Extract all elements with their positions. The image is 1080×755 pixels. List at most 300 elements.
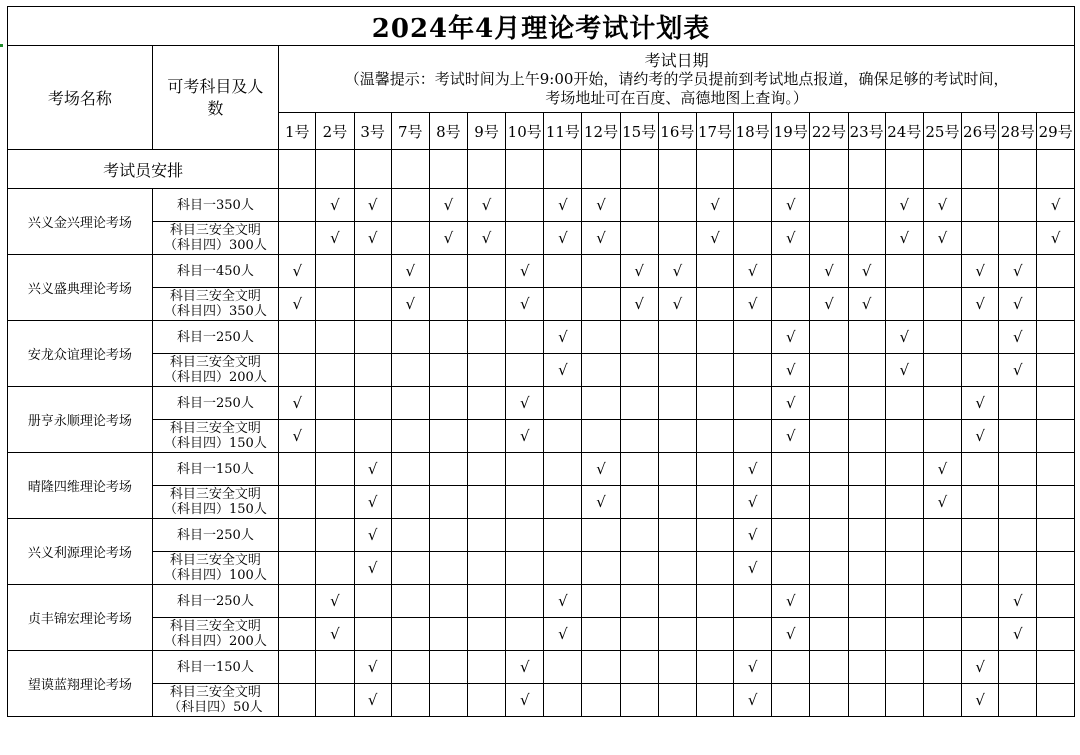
empty-cell [962,222,999,255]
check-mark: √ [734,519,772,552]
empty-cell [962,189,999,222]
date-cell: 24号 [885,113,923,150]
table-row [8,684,1075,717]
empty-cell [582,651,620,684]
date-cell: 8号 [429,113,467,150]
check-mark: √ [923,453,961,486]
empty-cell [848,486,885,519]
staff-cell [506,150,544,189]
subject-header-line1: 可考科目及人 [167,76,264,96]
empty-cell [316,321,354,354]
empty-cell [544,453,582,486]
check-mark: √ [544,354,582,387]
empty-cell [962,486,999,519]
empty-cell [467,453,505,486]
check-mark: √ [506,651,544,684]
staff-cell [658,150,696,189]
check-mark: √ [923,189,961,222]
table-row [8,651,1075,684]
empty-cell [696,255,733,288]
date-cell: 15号 [620,113,658,150]
check-mark: √ [772,420,810,453]
empty-cell [885,486,923,519]
empty-cell [885,453,923,486]
check-mark: √ [467,222,505,255]
check-mark: √ [582,453,620,486]
empty-cell [582,420,620,453]
empty-cell [620,519,658,552]
table-row [8,321,1075,354]
subject-line1: 科目一250人 [177,329,254,345]
date-header [279,46,1075,113]
empty-cell [1037,288,1075,321]
date-cell: 12号 [582,113,620,150]
staff-cell [620,150,658,189]
check-mark: √ [354,552,391,585]
empty-cell [429,453,467,486]
empty-cell [620,552,658,585]
empty-cell [467,420,505,453]
empty-cell [429,354,467,387]
subject-line1: 科目三安全文明 [169,421,261,436]
subject-line2: （科目四）200人 [164,634,267,649]
notice-line1: （温馨提示：考试时间为上午9:00开始，请约考的学员提前到考试地点报道，确保足够的考试时间， [344,69,1009,88]
empty-cell [999,189,1037,222]
empty-cell [734,585,772,618]
staff-cell [582,150,620,189]
empty-cell [620,387,658,420]
empty-cell [429,519,467,552]
empty-cell [848,651,885,684]
staff-cell [999,150,1037,189]
empty-cell [772,453,810,486]
date-header-title: 考试日期 [644,50,709,70]
empty-cell [885,519,923,552]
check-mark: √ [1037,222,1075,255]
empty-cell [810,222,848,255]
empty-cell [810,519,848,552]
empty-cell [1037,585,1075,618]
empty-cell [772,651,810,684]
empty-cell [734,354,772,387]
check-mark: √ [279,255,316,288]
empty-cell [506,519,544,552]
empty-cell [316,453,354,486]
empty-cell [923,387,961,420]
date-cell: 9号 [467,113,505,150]
empty-cell [354,585,391,618]
empty-cell [810,321,848,354]
empty-cell [582,288,620,321]
empty-cell [544,486,582,519]
empty-cell [810,387,848,420]
empty-cell [544,651,582,684]
check-mark: √ [772,585,810,618]
empty-cell [429,585,467,618]
notice-line2: 考场地址可在百度、高德地图上查询。） [545,88,808,107]
empty-cell [620,222,658,255]
empty-cell [772,486,810,519]
empty-cell [1037,255,1075,288]
empty-cell [962,552,999,585]
table-row [8,354,1075,387]
exam-schedule-table [7,6,1075,717]
page-title: 2024年4月理论考试计划表 [8,7,1075,46]
empty-cell [279,189,316,222]
staff-cell [885,150,923,189]
check-mark: √ [506,288,544,321]
empty-cell [658,585,696,618]
empty-cell [506,321,544,354]
empty-cell [848,618,885,651]
date-cell: 23号 [848,113,885,150]
venue-name: 贞丰锦宏理论考场 [8,585,153,651]
check-mark: √ [620,288,658,321]
check-mark: √ [999,354,1037,387]
staff-cell [734,150,772,189]
empty-cell [1037,354,1075,387]
check-mark: √ [316,585,354,618]
empty-cell [658,519,696,552]
empty-cell [620,618,658,651]
subject-line1: 科目一350人 [177,197,254,213]
empty-cell [429,684,467,717]
check-mark: √ [923,486,961,519]
empty-cell [279,618,316,651]
date-cell: 26号 [962,113,999,150]
subject-cell [152,189,279,222]
empty-cell [810,585,848,618]
empty-cell [734,420,772,453]
empty-cell [885,552,923,585]
empty-cell [810,486,848,519]
empty-cell [544,387,582,420]
empty-cell [810,552,848,585]
empty-cell [696,420,733,453]
check-mark: √ [620,255,658,288]
date-cell: 3号 [354,113,391,150]
staff-cell [810,150,848,189]
staff-arrangement-label: 考试员安排 [8,150,279,189]
venue-column-header: 考场名称 [8,46,153,150]
staff-cell [316,150,354,189]
empty-cell [354,321,391,354]
empty-cell [734,387,772,420]
subject-line1: 科目三安全文明 [169,487,261,502]
empty-cell [1037,387,1075,420]
empty-cell [885,651,923,684]
check-mark: √ [544,222,582,255]
empty-cell [658,189,696,222]
empty-cell [885,288,923,321]
subject-cell [152,552,279,585]
empty-cell [467,618,505,651]
empty-cell [429,618,467,651]
empty-cell [391,486,429,519]
empty-cell [962,618,999,651]
check-mark: √ [772,189,810,222]
empty-cell [467,354,505,387]
empty-cell [885,618,923,651]
empty-cell [279,519,316,552]
subject-line1: 科目一450人 [177,263,254,279]
empty-cell [391,189,429,222]
empty-cell [734,618,772,651]
subject-cell [152,321,279,354]
empty-cell [467,651,505,684]
staff-cell [391,150,429,189]
check-mark: √ [696,189,733,222]
table-row [8,453,1075,486]
empty-cell [885,387,923,420]
empty-cell [772,288,810,321]
empty-cell [620,684,658,717]
check-mark: √ [772,387,810,420]
subject-cell [152,387,279,420]
empty-cell [696,651,733,684]
staff-cell [772,150,810,189]
empty-cell [848,387,885,420]
check-mark: √ [696,222,733,255]
date-cell: 1号 [279,113,316,150]
empty-cell [923,519,961,552]
empty-cell [467,288,505,321]
check-mark: √ [848,288,885,321]
empty-cell [506,618,544,651]
table-row [8,222,1075,255]
empty-cell [885,420,923,453]
check-mark: √ [885,189,923,222]
date-cell: 18号 [734,113,772,150]
check-mark: √ [772,222,810,255]
subject-line2: （科目四）150人 [164,502,267,517]
empty-cell [620,321,658,354]
empty-cell [316,387,354,420]
subject-cell [152,519,279,552]
empty-cell [848,684,885,717]
empty-cell [279,585,316,618]
empty-cell [962,321,999,354]
venue-name: 望谟蓝翔理论考场 [8,651,153,717]
table-row [8,387,1075,420]
empty-cell [506,189,544,222]
subject-cell [152,651,279,684]
check-mark: √ [354,486,391,519]
empty-cell [885,585,923,618]
check-mark: √ [885,222,923,255]
subject-line1: 科目一250人 [177,593,254,609]
empty-cell [999,453,1037,486]
check-mark: √ [962,684,999,717]
staff-cell [1037,150,1075,189]
check-mark: √ [279,288,316,321]
empty-cell [696,519,733,552]
empty-cell [391,651,429,684]
empty-cell [582,321,620,354]
date-cell: 28号 [999,113,1037,150]
empty-cell [696,387,733,420]
empty-cell [696,552,733,585]
check-mark: √ [962,420,999,453]
check-mark: √ [999,618,1037,651]
empty-cell [962,519,999,552]
check-mark: √ [999,288,1037,321]
check-mark: √ [734,684,772,717]
empty-cell [316,255,354,288]
subject-line1: 科目三安全文明 [169,553,261,568]
table-row [8,255,1075,288]
empty-cell [923,618,961,651]
subject-line1: 科目一150人 [177,659,254,675]
empty-cell [696,288,733,321]
empty-cell [999,420,1037,453]
table-row [8,189,1075,222]
subject-cell [152,288,279,321]
empty-cell [582,618,620,651]
check-mark: √ [810,255,848,288]
empty-cell [923,255,961,288]
empty-cell [923,420,961,453]
empty-cell [885,255,923,288]
empty-cell [582,552,620,585]
staff-cell [429,150,467,189]
empty-cell [772,552,810,585]
empty-cell [316,486,354,519]
staff-cell [696,150,733,189]
empty-cell [279,486,316,519]
empty-cell [923,552,961,585]
empty-cell [391,321,429,354]
check-mark: √ [544,321,582,354]
empty-cell [810,189,848,222]
empty-cell [923,651,961,684]
subject-line1: 科目三安全文明 [169,685,261,700]
empty-cell [354,420,391,453]
date-cell: 2号 [316,113,354,150]
check-mark: √ [544,585,582,618]
empty-cell [848,189,885,222]
empty-cell [999,552,1037,585]
subject-header-line2: 数 [207,98,224,118]
empty-cell [391,222,429,255]
empty-cell [1037,618,1075,651]
check-mark: √ [734,255,772,288]
empty-cell [467,519,505,552]
table-row [8,519,1075,552]
subject-cell [152,585,279,618]
subject-cell [152,420,279,453]
empty-cell [582,255,620,288]
check-mark: √ [354,651,391,684]
empty-cell [999,651,1037,684]
empty-cell [1037,684,1075,717]
empty-cell [620,354,658,387]
empty-cell [467,552,505,585]
empty-cell [354,354,391,387]
subject-line1: 科目三安全文明 [169,619,261,634]
empty-cell [279,552,316,585]
check-mark: √ [354,684,391,717]
empty-cell [848,321,885,354]
empty-cell [582,684,620,717]
empty-cell [620,651,658,684]
empty-cell [885,684,923,717]
check-mark: √ [467,189,505,222]
empty-cell [429,420,467,453]
subject-line2: （科目四）100人 [164,568,267,583]
staff-cell [467,150,505,189]
check-mark: √ [582,222,620,255]
empty-cell [1037,651,1075,684]
check-mark: √ [1037,189,1075,222]
table-row [8,288,1075,321]
empty-cell [506,585,544,618]
check-mark: √ [885,321,923,354]
date-cell: 11号 [544,113,582,150]
empty-cell [658,420,696,453]
empty-cell [923,288,961,321]
subject-cell [152,618,279,651]
check-mark: √ [316,618,354,651]
date-cell: 17号 [696,113,733,150]
table-row [8,420,1075,453]
empty-cell [467,585,505,618]
check-mark: √ [391,255,429,288]
staff-cell [848,150,885,189]
empty-cell [658,321,696,354]
empty-cell [923,585,961,618]
subject-line2: （科目四）350人 [164,304,267,319]
empty-cell [810,618,848,651]
subject-cell [152,486,279,519]
empty-cell [848,354,885,387]
empty-cell [429,651,467,684]
empty-cell [658,453,696,486]
date-cell: 22号 [810,113,848,150]
check-mark: √ [772,354,810,387]
empty-cell [429,288,467,321]
check-mark: √ [316,222,354,255]
empty-cell [506,222,544,255]
empty-cell [429,321,467,354]
check-mark: √ [734,552,772,585]
empty-cell [544,288,582,321]
table-row [8,585,1075,618]
empty-cell [391,684,429,717]
subject-line1: 科目三安全文明 [169,355,261,370]
empty-cell [391,354,429,387]
empty-cell [658,222,696,255]
subject-line2: （科目四）50人 [168,700,263,715]
empty-cell [429,486,467,519]
empty-cell [506,486,544,519]
check-mark: √ [429,222,467,255]
date-cell: 29号 [1037,113,1075,150]
empty-cell [316,519,354,552]
empty-cell [962,453,999,486]
empty-cell [506,354,544,387]
empty-cell [279,684,316,717]
empty-cell [354,618,391,651]
empty-cell [620,486,658,519]
empty-cell [467,387,505,420]
empty-cell [506,453,544,486]
subject-line1: 科目一150人 [177,461,254,477]
empty-cell [544,420,582,453]
empty-cell [391,420,429,453]
empty-cell [810,684,848,717]
check-mark: √ [391,288,429,321]
